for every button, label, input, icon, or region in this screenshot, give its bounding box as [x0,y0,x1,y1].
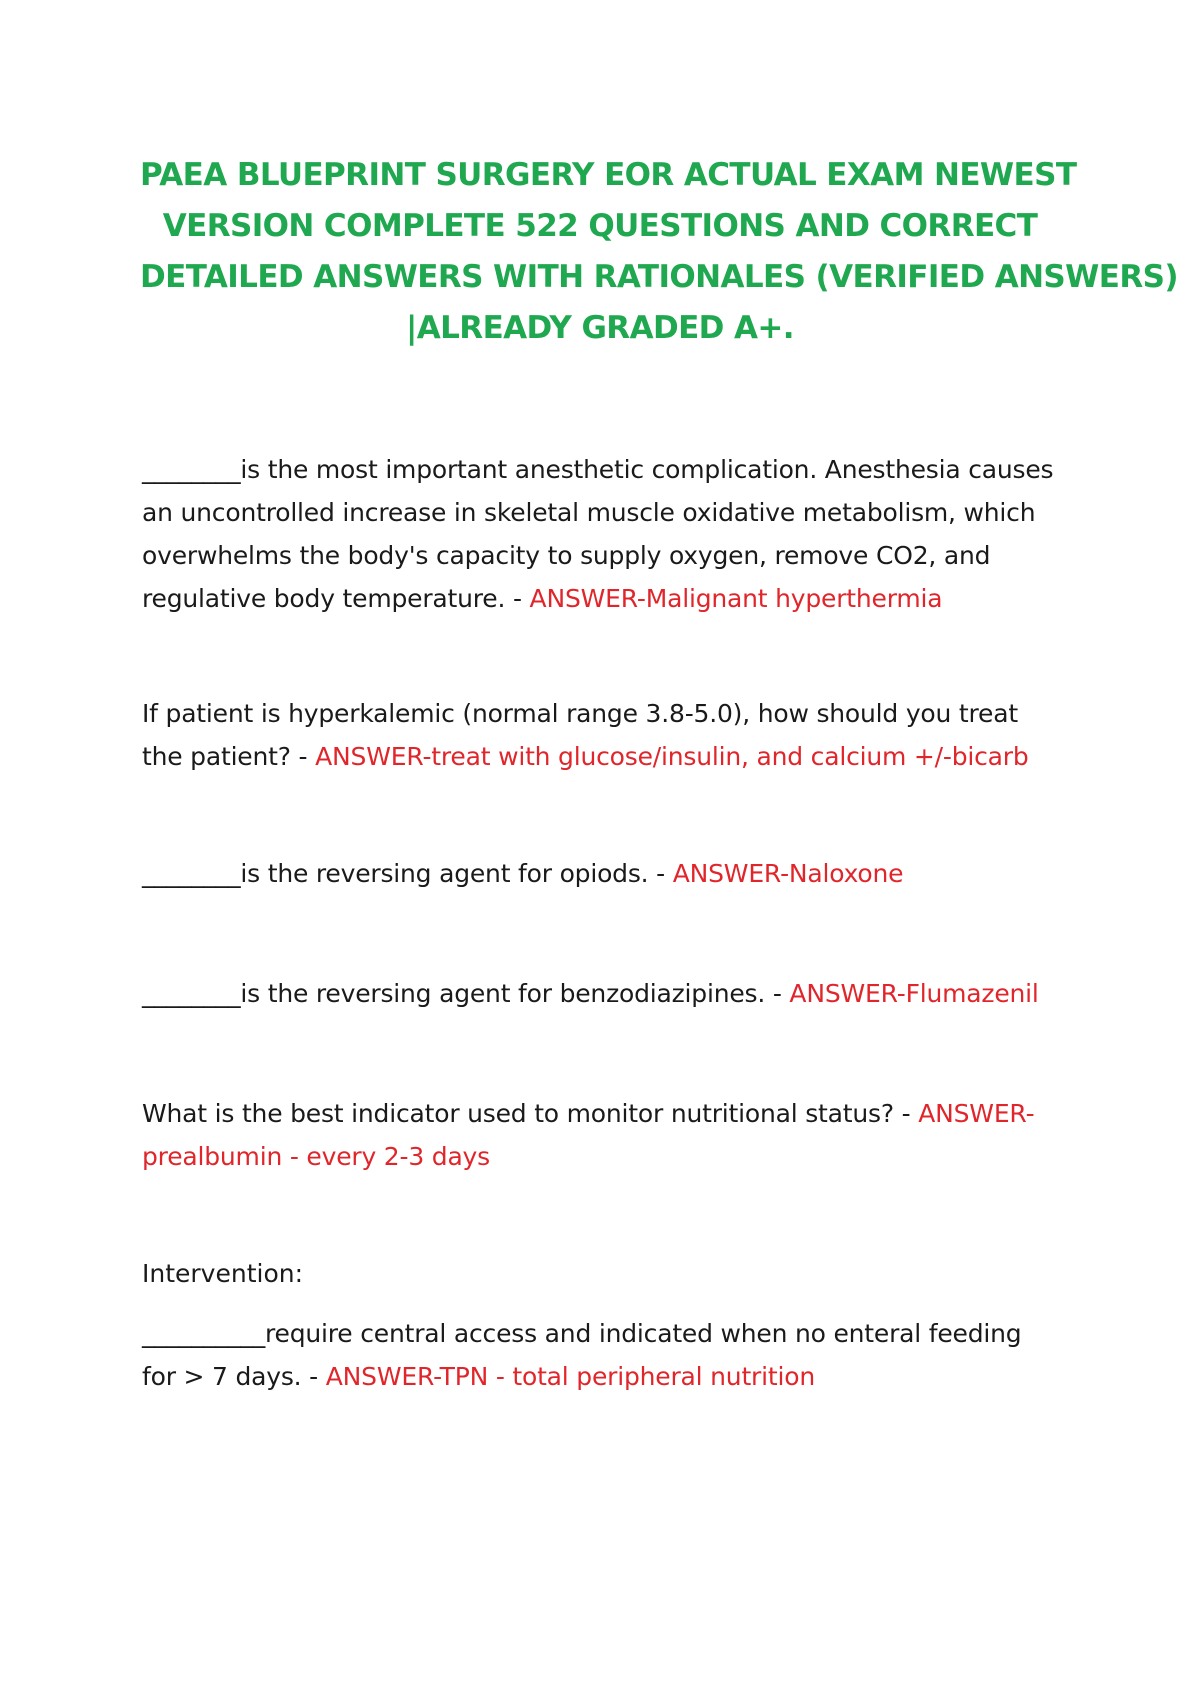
question-text: ________is the reversing agent for opiods. - [142,859,673,888]
answer-text: ANSWER-Naloxone [672,859,904,888]
answer-text: ANSWER-Flumazenil [789,979,1039,1008]
title-line: DETAILED ANSWERS WITH RATIONALES (VERIFIED ANSWERS) [140,259,1178,295]
document-title [140,150,1178,354]
qa-item-prealbumin [142,1092,1062,1178]
qa-item-tpn [142,1312,1062,1398]
question-text: ________is the most important anesthetic complication. Anesthesia causes an uncontrolled increase in skeletal muscle oxidative metabolism, which overwhelms the body's capacity to supply oxygen, remove CO2, and regulative body temperature. - [142,455,1054,613]
answer-text: ANSWER-prealbumin - every 2-3 days [142,1099,1035,1171]
qa-item-malignant-hyperthermia [142,448,1062,620]
question-text: ________is the reversing agent for benzodiazipines. - [142,979,790,1008]
answer-text: ANSWER-Malignant hyperthermia [529,584,943,613]
question-text: __________require central access and indicated when no enteral feeding for > 7 days. - [142,1319,1022,1391]
answer-text: ANSWER-TPN - total peripheral nutrition [325,1362,815,1391]
title-line: PAEA BLUEPRINT SURGERY EOR ACTUAL EXAM NEWEST [140,157,1077,193]
qa-item-flumazenil [142,972,1062,1015]
answer-text: ANSWER-treat with glucose/insulin, and calcium +/-bicarb [315,742,1029,771]
qa-item-hyperkalemia [142,692,1062,778]
section-label-intervention: Intervention: [142,1259,304,1288]
question-text: If patient is hyperkalemic (normal range 3.8-5.0), how should you treat the patient? - [142,699,1018,771]
question-text: What is the best indicator used to monitor nutritional status? - [142,1099,919,1128]
title-line: |ALREADY GRADED A+. [406,310,794,346]
title-line: VERSION COMPLETE 522 QUESTIONS AND CORRECT [162,208,1038,244]
qa-item-naloxone [142,852,1062,895]
